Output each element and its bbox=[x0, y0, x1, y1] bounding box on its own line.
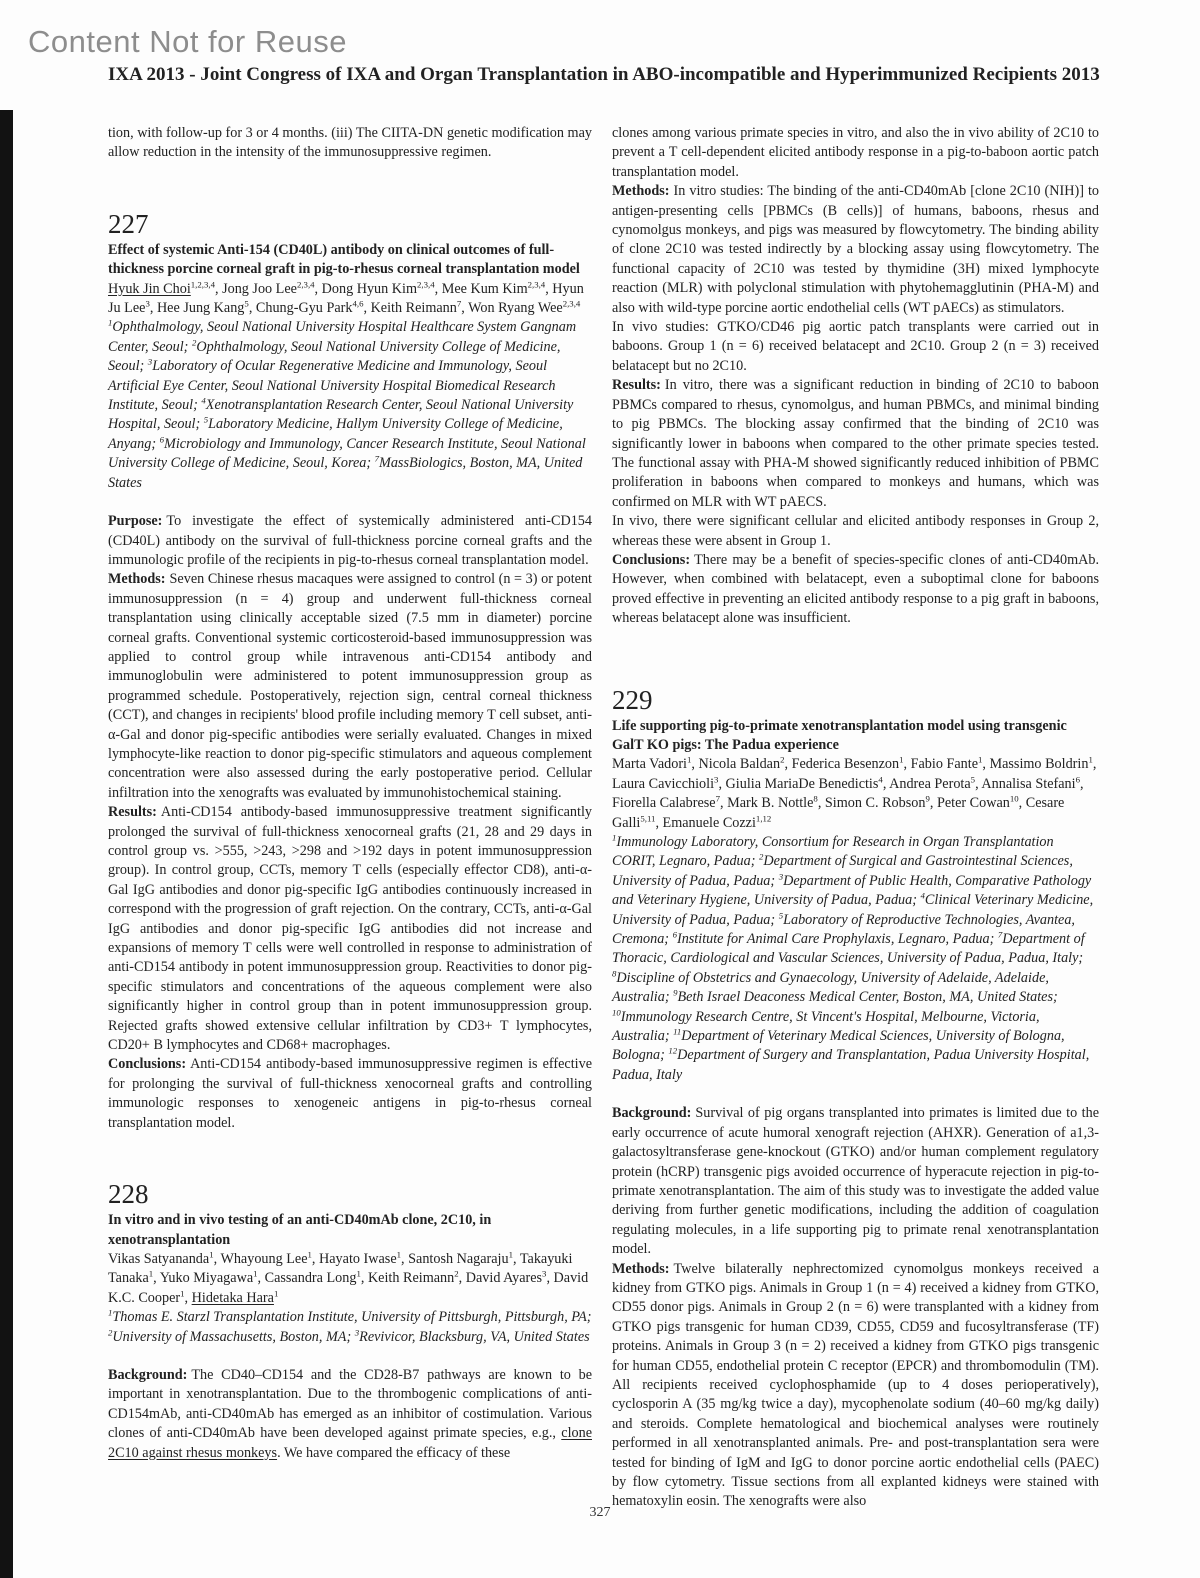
section-results bbox=[108, 803, 592, 1055]
abstract-228-continued bbox=[612, 124, 1099, 629]
section-text: In vitro studies: The binding of the anti-CD40mAb [clone 2C10 (NIH)] to antigen-presenting cells [PBMCs (B cells)] of humans, baboons, rhesus and cynomolgus monkeys, and pigs was measured by flowcytometry. The binding ability of clone 2C10 was tested indirectly by a blocking assay using flowcytometry. The functional capacity of 2C10 was tested by thymidine (3H) mixed lymphocyte reaction (MLR) with polyclonal stimulation with phytohemagglutinin (PHA-M) and also with wild-type porcine aortic endothelial cells (WT pAECs) as stimulators. bbox=[612, 183, 1099, 316]
abstract-228 bbox=[108, 1179, 592, 1463]
section-text: Twelve bilaterally nephrectomized cynomolgus monkeys received a kidney from GTKO pigs. Animals in Group 1 (n = 4) received a kidney from GTKO, CD55 donor pigs. Animals in Group 2 (n = 6) were transplanted with a kidney from GTKO pigs transgenic for human CD39, CD55, CD59 and fucosyltransferase (TF) proteins. Animals in Group 3 (n = 2) received a kidney from GTKO pigs transgenic for human CD55, endothelial protein C receptor (EPCR) and thrombomodulin (TM). All recipients received cyclophosphamide (up to 4 doses perioperatively), cyclosporin A (35 mg/kg twice a day), mycophenolate sodium (40–60 mg/kg daily) and steroids. Complete hematological and biochemical analyses were routinely performed in all xenotransplanted animals. Pre- and post-transplantation sera were tested for binding of IgM and IgG to donor porcine aortic endothelial cells (PAEC) by flow cytometry. Tissue sections from all explanted kidneys were stained with hematoxylin eosin. The xenografts were also bbox=[612, 1260, 1099, 1510]
section-label: Methods: bbox=[108, 571, 166, 588]
section-text: Seven Chinese rhesus macaques were assigned to control (n = 3) or potent immunosuppression (n = 4) group and underwent full-thickness corneal transplantation using clinically acceptable sized (7.5 mm in diameter) porcine corneal grafts. Conventional systemic corticosteroid-based immunosuppression was applied to control group while intravenous anti-CD154 antibody and immunoglobulin were administered to potent immunosuppression group as programmed schedule. Postoperatively, rejection sign, central corneal thickness (CCT), and changes in recipients' blood profile including memory T cell subset, anti-α-Gal and donor pig-specific antibodies were serially evaluated. Changes in mixed lymphocyte-like reaction to donor pig-specific stimulators and aqueous complement concentration were also assessed during the early postoperative period. Cellular infiltration into the xenografts was evaluated by immunohistochemical staining. bbox=[108, 571, 592, 801]
section-label: Conclusions: bbox=[612, 551, 691, 568]
section-label: Methods: bbox=[612, 183, 670, 200]
section-methods bbox=[612, 182, 1099, 318]
section-methods bbox=[612, 1260, 1099, 1512]
section-text: To investigate the effect of systemically administered anti-CD154 (CD40L) antibody on the survival of full-thickness porcine corneal grafts and the immunologic profile of the recipients in pig-to-rhesus corneal transplantation model. bbox=[108, 513, 592, 568]
author-list: Vikas Satyananda$^1$, Whayoung Lee$^1$, Hayato Iwase$^1$, Santosh Nagaraju$^1$, Takayuki Tanaka$^1$, Yuko Miyagawa$^1$, Cassandra Long$^1$, Keith Reimann$^2$, David Ayares$^3$, David K.C. Cooper$^1$, Hidetaka Hara$^1$ bbox=[108, 1249, 589, 1306]
right-column bbox=[612, 124, 1099, 1512]
abstract-227 bbox=[108, 209, 592, 1133]
affiliation-list: $^1$Ophthalmology, Seoul National University Hospital Healthcare System Gangnam Center, Seoul; $^2$Ophthalmology, Seoul National University College of Medicine, Seoul; $^3$Laboratory of Ocular Regenerative Medicine and Immunology, Seoul Artificial Eye Center, Seoul National University Hospital Biomedical Research Institute, Seoul; $^4$Xenotransplantation Research Center, Seoul National University Hospital, Seoul; $^5$Laboratory Medicine, Hallym University College of Medicine, Anyang; $^6$Microbiology and Immunology, Cancer Research Institute, Seoul National University College of Medicine, Seoul, Korea; $^7$MassBiologics, Boston, MA, United States bbox=[108, 317, 586, 491]
section-text: Anti-CD154 antibody-based immunosuppressive treatment significantly prolonged the survival of full-thickness xenocorneal grafts (21, 28 and 29 days in control group vs. >555, >243, >298 and >192 days in potent immunosuppression group). In control group, CCTs, memory T cells (especially effector CD8), anti-α-Gal IgG antibodies and donor pig-specific IgG antibodies continuously increased in correspond with the progression of graft rejection. On the contrary, CCTs, anti-α-Gal IgG antibodies and donor pig-specific IgG antibodies did not increase and expansions of memory T cells were well controlled in response to administration of anti-CD154 antibody in potent immunosuppression group. Reactivities to donor pig-specific stimulators and concentrations of the aqueous complement were also significantly higher in control group than in potent immunosuppression group. Rejected grafts showed extensive cellular infiltration by CD3+ T lymphocytes, CD20+ B lymphocytes and CD68+ macrophages. bbox=[108, 804, 592, 1054]
abstract-229 bbox=[612, 685, 1099, 1512]
section-results bbox=[612, 376, 1099, 512]
section-conclusions bbox=[108, 1055, 592, 1133]
section-label: Background: bbox=[108, 1366, 188, 1383]
section-text: Survival of pig organs transplanted into primates is limited due to the early occurrence of acute humoral xenograft rejection (AHXR). Generation of a1,3-galactosyltransferase gene-knockout (GTKO) and/or human complement regulatory protein (hCRP) transgenic pigs avoided occurrence of hyperacute rejection in pig-to-primate xenotransplantation. The aim of this study was to investigate the added value deriving from further genetic modifications, including the addition of coagulation regulating molecules, in a life supporting pig to primate renal xenotransplantation model. bbox=[612, 1105, 1099, 1258]
section-label: Purpose: bbox=[108, 513, 163, 530]
section-text: The CD40–CD154 and the CD28-B7 pathways are known to be important in xenotransplantation. Due to the thrombogenic complications of anti-CD154mAb, anti-CD40mAb has emerged as an inhibitor of costimulation. Various clones of anti-CD40mAb have been developed against primate species, e.g., clone 2C10 against rhesus monkeys. We have compared the efficacy of these bbox=[108, 1366, 592, 1461]
section-text: There may be a benefit of species-specific clones of anti-CD40mAb. However, when combined with belatacept, even a suboptimal clone for baboons proved effective in preventing an elicited antibody response to a pig graft in baboons, whereas belatacept alone was insufficient. bbox=[612, 551, 1099, 627]
abstract-title: In vitro and in vivo testing of an anti-CD40mAb clone, 2C10, in xenotransplantation bbox=[108, 1212, 492, 1248]
section-label: Results: bbox=[612, 377, 661, 394]
section-conclusions bbox=[612, 551, 1099, 629]
abstract-title: Effect of systemic Anti-154 (CD40L) antibody on clinical outcomes of full-thickness porcine corneal graft in pig-to-rhesus corneal transplantation model bbox=[108, 241, 580, 278]
page-title: IXA 2013 - Joint Congress of IXA and Organ Transplantation in ABO-incompatible and Hyperimmunized Recipients 2013 bbox=[108, 64, 1100, 85]
section-label: Methods: bbox=[612, 1260, 670, 1277]
section-background bbox=[108, 1366, 592, 1463]
section-purpose bbox=[108, 512, 592, 570]
continuation-paragraph: clones among various primate species in vitro, and also the in vivo ability of 2C10 to prevent a T cell-dependent elicited antibody response in a pig-to-baboon aortic patch transplantation model. bbox=[612, 125, 1099, 180]
abstract-number: 227 bbox=[108, 208, 149, 239]
section-text: In vitro, there was a significant reduction in binding of 2C10 to baboon PBMCs compared to rhesus, cynomolgus, and human PBMCs, and minimal binding to pig PBMCs. The blocking assay confirmed that the binding of 2C10 was significantly lower in baboons when compared to the other primate species tested. The functional assay with PHA-M showed significantly reduced inhibition of PBMC proliferation in baboons when compared to monkeys and humans, which was confirmed on MLR with WT pAECS. bbox=[612, 377, 1099, 510]
watermark-text: Content Not for Reuse bbox=[28, 24, 347, 59]
continuation-paragraph: tion, with follow-up for 3 or 4 months. (iii) The CIITA-DN genetic modification may allow reduction in the intensity of the immunosuppressive regimen. bbox=[108, 125, 592, 161]
author-list: Hyuk Jin Choi$^{1,2,3,4}$, Jong Joo Lee$^{2,3,4}$, Dong Hyun Kim$^{2,3,4}$, Mee Kum Kim$^{2,3,4}$, Hyun Ju Lee$^3$, Hee Jung Kang$^5$, Chung-Gyu Park$^{4,6}$, Keith Reimann$^7$, Won Ryang Wee$^{2,3,4}$ bbox=[108, 278, 584, 317]
section-background bbox=[612, 1104, 1099, 1259]
author-list: Marta Vadori$^1$, Nicola Baldan$^2$, Federica Besenzon$^1$, Fabio Fante$^1$, Massimo Boldrin$^1$, Laura Cavicchioli$^3$, Giulia MariaDe Benedictis$^4$, Andrea Perota$^5$, Annalisa Stefani$^6$, Fiorella Calabrese$^7$, Mark B. Nottle$^8$, Simon C. Robson$^9$, Peter Cowan$^{10}$, Cesare Galli$^{5,11}$, Emanuele Cozzi$^{1,12}$ bbox=[612, 754, 1097, 831]
section-text: Anti-CD154 antibody-based immunosuppressive regimen is effective for prolonging the survival of full-thickness xenocorneal grafts and controlling immunologic responses to xenogeneic antigens in pig-to-rhesus corneal transplantation model. bbox=[108, 1056, 592, 1131]
affiliation-list: $^1$Thomas E. Starzl Transplantation Institute, University of Pittsburgh, Pittsburgh, PA; $^2$University of Massachusetts, Boston, MA; $^3$Revivicor, Blacksburg, VA, United States bbox=[108, 1307, 592, 1345]
scan-edge-bar bbox=[0, 110, 13, 1578]
section-methods bbox=[108, 570, 592, 803]
affiliation-list: $^1$Immunology Laboratory, Consortium for Research in Organ Transplantation CORIT, Legnaro, Padua; $^2$Department of Surgical and Gastrointestinal Sciences, University of Padua, Padua; $^3$Department of Public Health, Comparative Pathology and Veterinary Hygiene, University of Padua, Padua; $^4$Clinical Veterinary Medicine, University of Padua, Padua; $^5$Laboratory of Reproductive Technologies, Avantea, Cremona; $^6$Institute for Animal Care Prophylaxis, Legnaro, Padua; $^7$Department of Thoracic, Cardiological and Vascular Sciences, University of Padua, Padua, Italy; $^8$Discipline of Obstetrics and Gynaecology, University of Adelaide, Adelaide, Australia; $^9$Beth Israel Deaconess Medical Center, Boston, MA, United States; $^{10}$Immunology Research Centre, St Vincent's Hospital, Melbourne, Victoria, Australia; $^{11}$Department of Veterinary Medical Sciences, University of Bologna, Bologna; $^{12}$Department of Surgery and Transplantation, Padua University Hospital, Padua, Italy bbox=[612, 832, 1094, 1083]
section-label: Background: bbox=[612, 1105, 692, 1122]
section-invivo-results: In vivo, there were significant cellular and elicited antibody responses in Group 2, whereas these were absent in Group 1. bbox=[612, 513, 1099, 549]
page-number: 327 bbox=[589, 1505, 611, 1520]
section-label: Results: bbox=[108, 804, 157, 821]
left-column bbox=[108, 124, 592, 1463]
abstract-number: 228 bbox=[108, 1179, 149, 1210]
section-label: Conclusions: bbox=[108, 1056, 187, 1073]
abstract-number: 229 bbox=[612, 684, 653, 715]
abstract-title: Life supporting pig-to-primate xenotransplantation model using transgenic GalT KO pigs: The Padua experience bbox=[612, 717, 1067, 753]
section-invivo-studies: In vivo studies: GTKO/CD46 pig aortic patch transplants were carried out in baboons. Group 1 (n = 6) received belatacept and 2C10. Group 2 (n = 3) received belatacept but no 2C10. bbox=[612, 319, 1099, 374]
